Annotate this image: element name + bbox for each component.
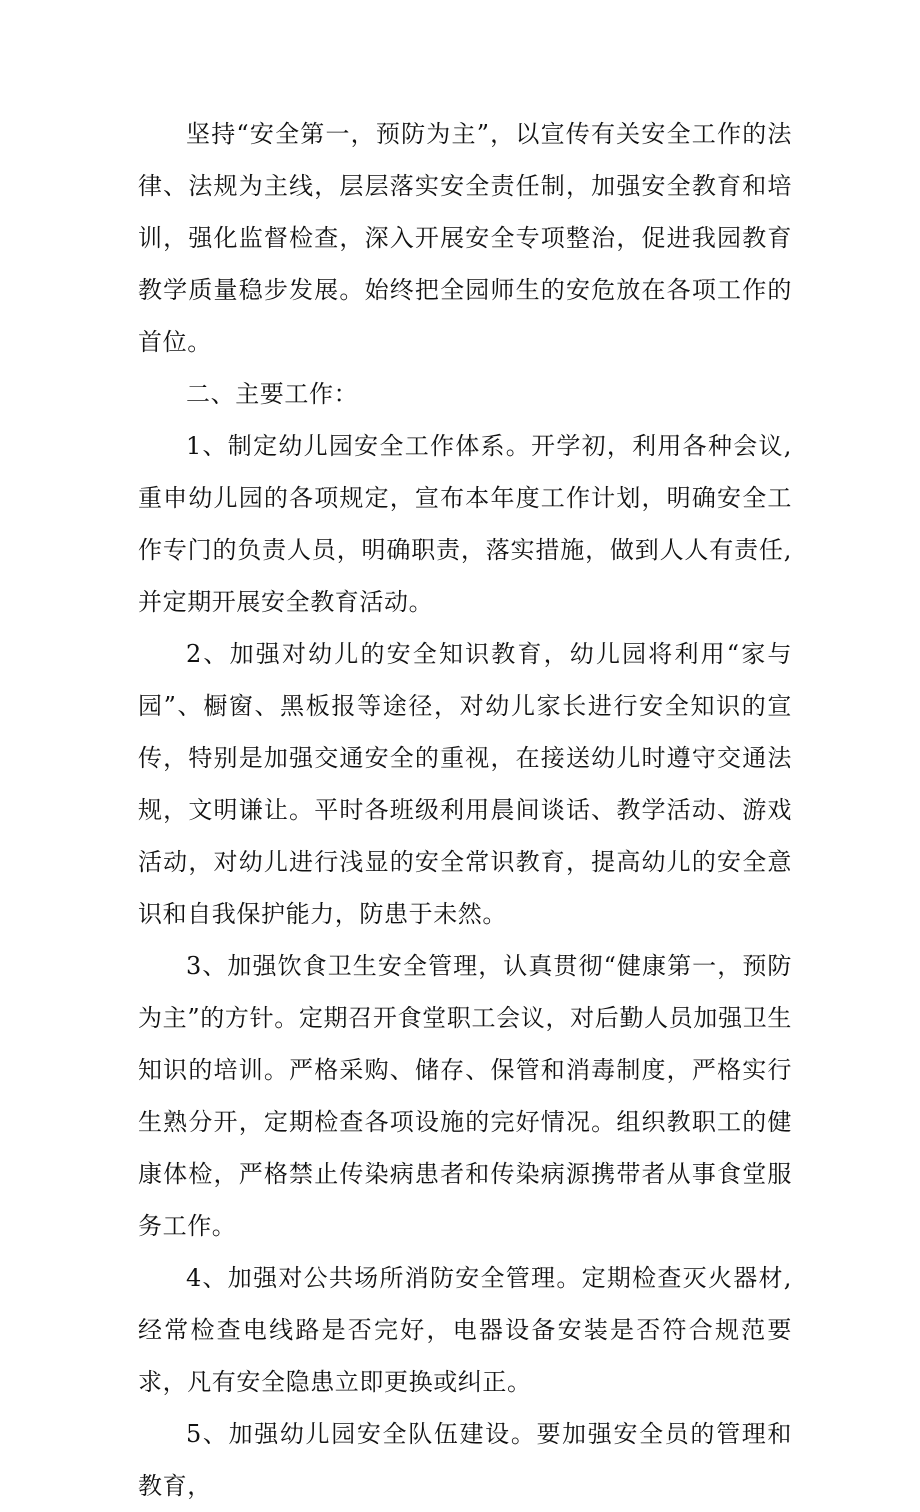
paragraph-principle: 坚持“安全第一，预防为主”，以宣传有关安全工作的法律、法规为主线，层层落实安全责任制，加强安全教育和培训，强化监督检查，深入开展安全专项整治，促进我园教育教学质量稳步发展。始终把全园师生的安危放在各项工作的首位。 (138, 120, 792, 356)
paragraph-item-4: 4、加强对公共场所消防安全管理。定期检查灭火器材,经常检查电线路是否完好，电器设备安装是否符合规范要求，凡有安全隐患立即更换或纠正。 (138, 1264, 792, 1396)
paragraph-item-2: 2、加强对幼儿的安全知识教育，幼儿园将利用“家与园”、橱窗、黑板报等途径，对幼儿家长进行安全知识的宣传，特别是加强交通安全的重视，在接送幼儿时遵守交通法规，文明谦让。平时各班级利用晨间谈话、教学活动、游戏活动，对幼儿进行浅显的安全常识教育，提高幼儿的安全意识和自我保护能力，防患于未然。 (138, 640, 792, 928)
paragraph-item-1: 1、制定幼儿园安全工作体系。开学初，利用各种会议,重申幼儿园的各项规定，宣布本年度工作计划，明确安全工作专门的负责人员，明确职责，落实措施，做到人人有责任,并定期开展安全教育活动。 (138, 432, 792, 616)
paragraph-item-5: 5、加强幼儿园安全队伍建设。要加强安全员的管理和教育， (138, 1420, 792, 1500)
section-heading-main-work: 二、主要工作： (186, 380, 359, 408)
document-body (138, 108, 792, 1512)
paragraph-item-3: 3、加强饮食卫生安全管理，认真贯彻“健康第一，预防为主”的方针。定期召开食堂职工会议，对后勤人员加强卫生知识的培训。严格采购、储存、保管和消毒制度，严格实行生熟分开，定期检查各项设施的完好情况。组织教职工的健康体检，严格禁止传染病患者和传染病源携带者从事食堂服务工作。 (138, 952, 792, 1240)
